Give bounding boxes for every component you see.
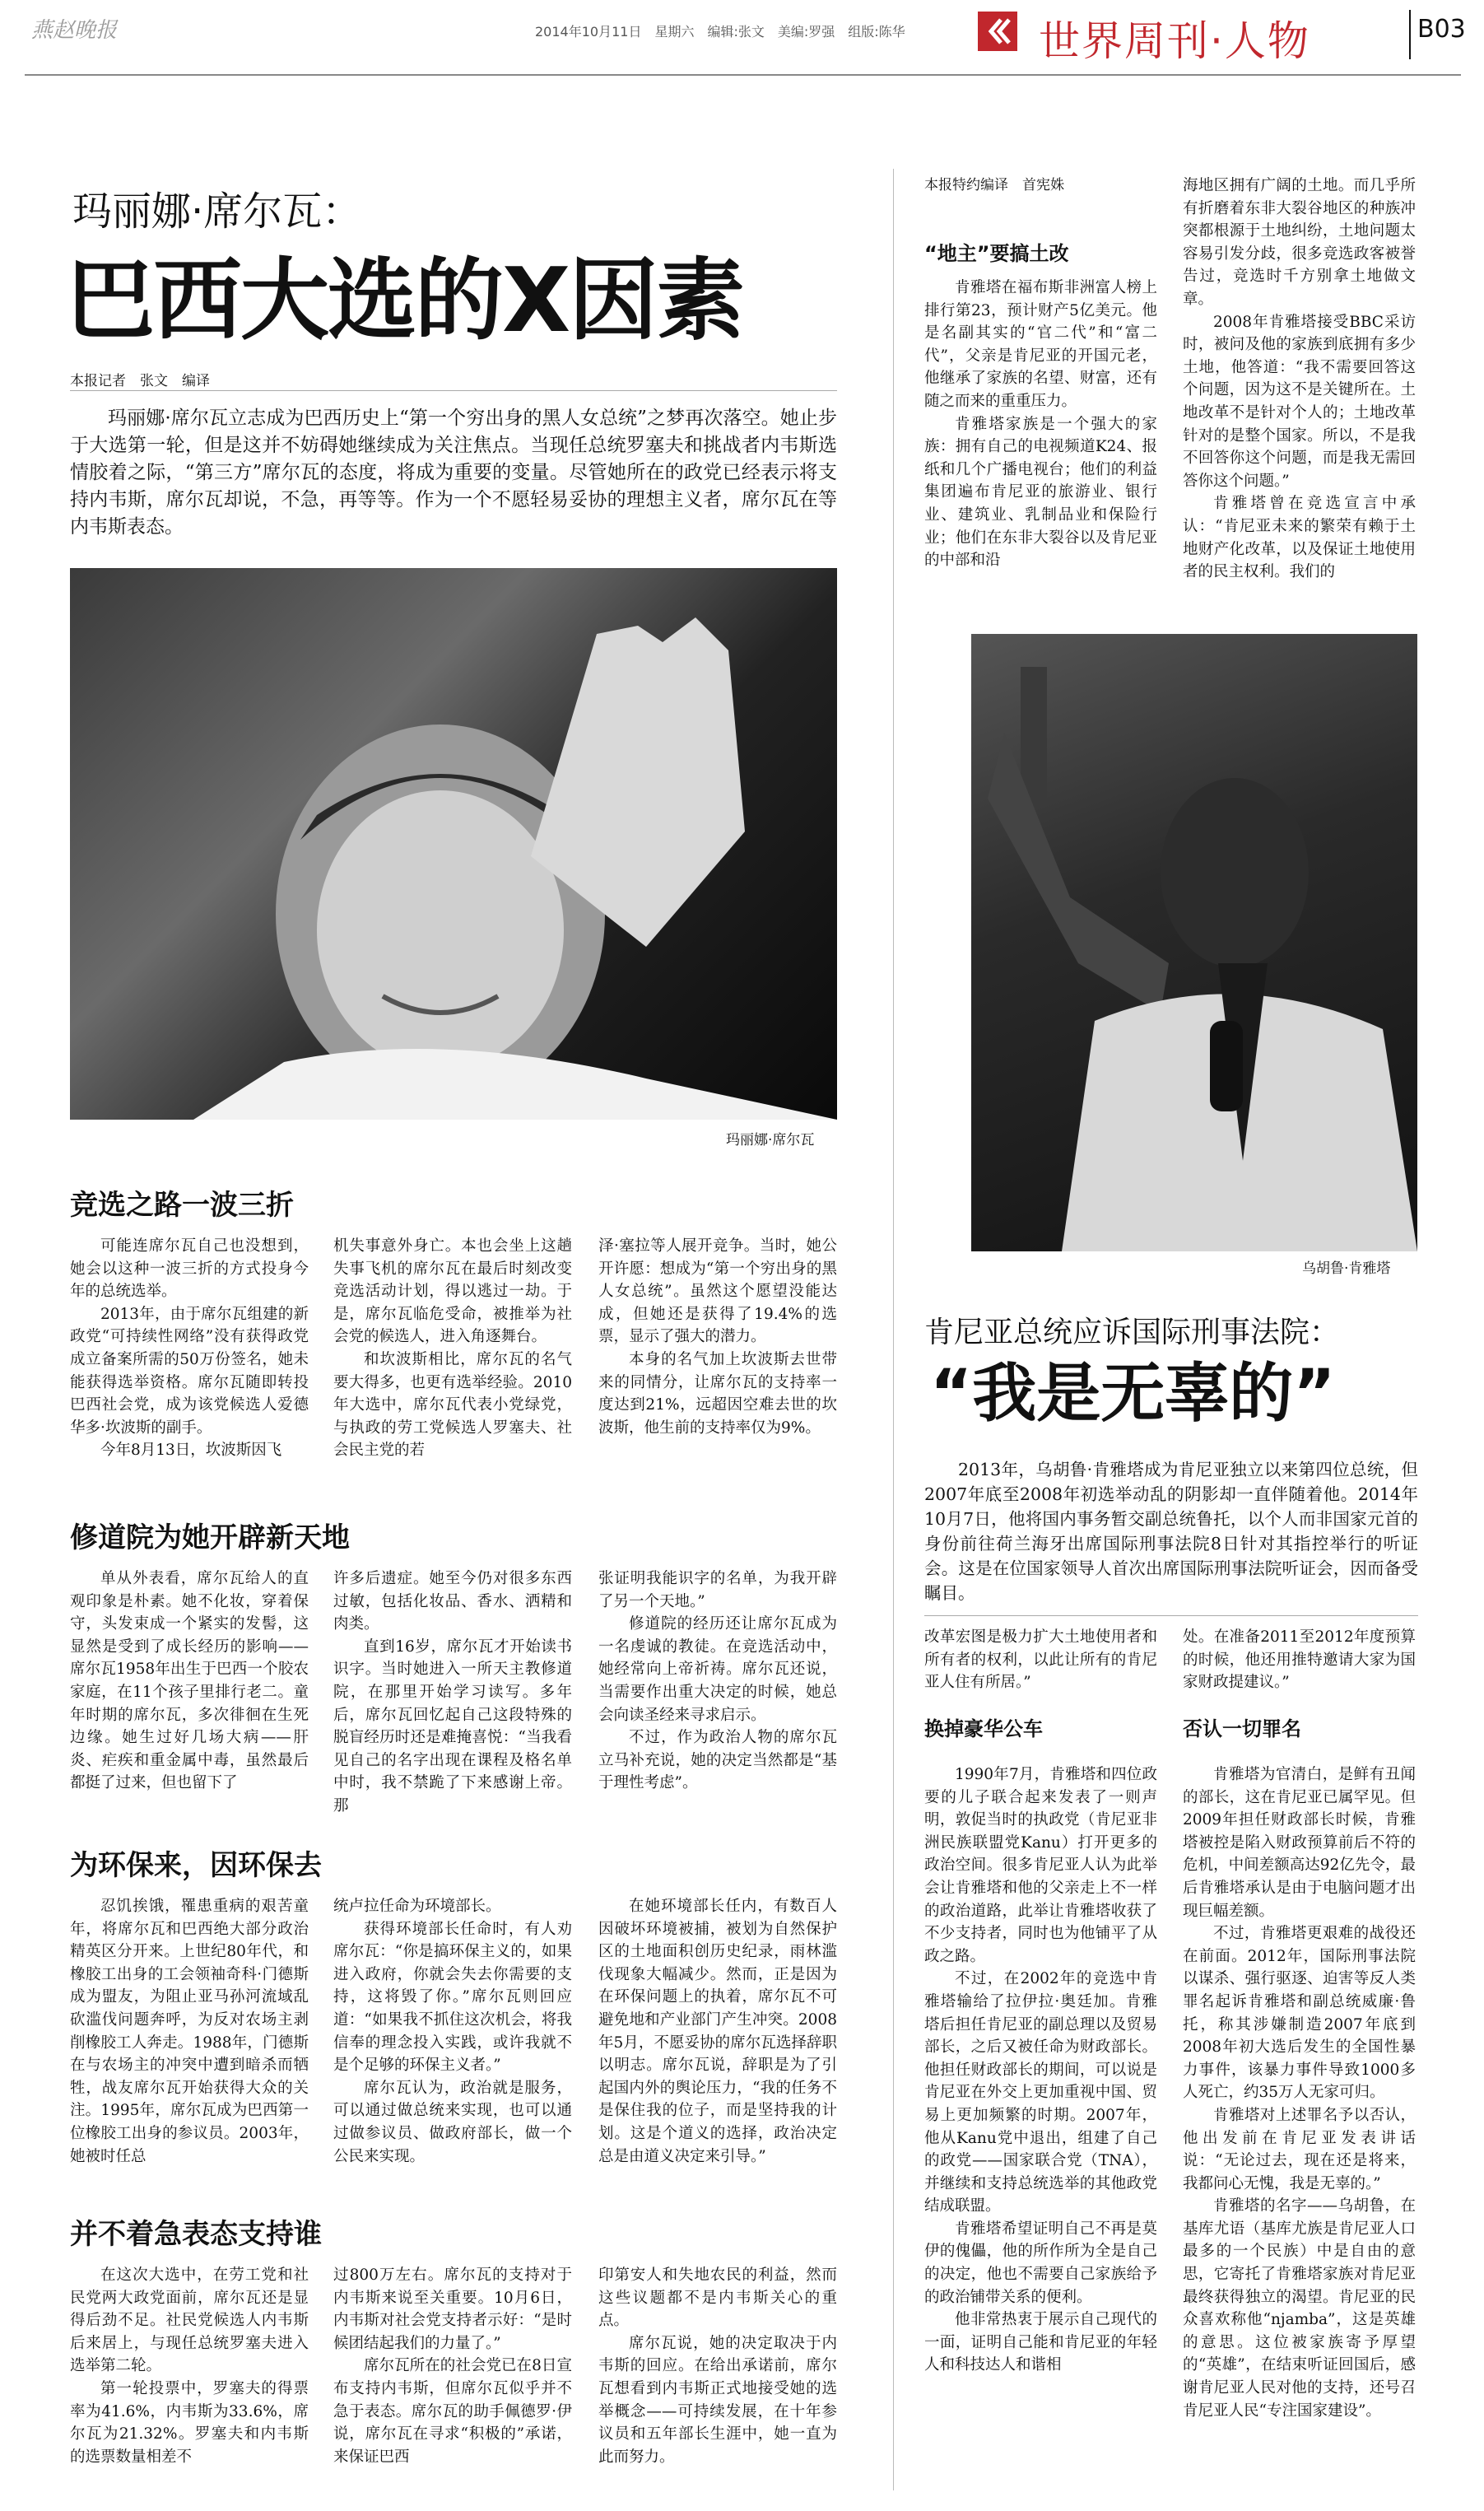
section4-col3: 印第安人和失地农民的利益，然而这些议题都不是内韦斯关心的重点。 席尔瓦说，她的决定取决于内韦斯的回应。在给出承诺前，席尔瓦想看到内韦斯正式地接受她的选举概念——可持续发展，在十年参议员和五年部长生涯中，她一直为此而努力。 — [598, 2266, 837, 2466]
byline-rule — [70, 390, 837, 391]
marina-photo-caption: 玛丽娜·席尔瓦 — [726, 1132, 815, 1148]
section2-col2: 许多后遗症。她至今仍对很多东西过敏，包括化妆品、香水、洒精和肉类。 直到16岁，席尔瓦才开始读书识字。当时她进入一所天主教修道院，在那里开始学习读写。多年后，席尔瓦回忆起自己这段特殊的脱盲经历时还是难掩喜悦：“当我看见自己的名字出现在课程及格名单中时，我不禁跪了下来感谢上帝。那 — [333, 1570, 572, 1815]
section4-col1: 在这次大选中，在劳工党和社民党两大政党面前，席尔瓦还是显得后劲不足。社民党候选人内韦斯后来居上，与现任总统罗塞夫进入选举第二轮。 第一轮投票中，罗塞夫的得票率为41.6%，内韦斯为33.6%，席尔瓦为21.32%。罗塞夫和内韦斯的选票数量相差不 — [70, 2266, 309, 2466]
page-number: B03 — [1417, 15, 1466, 44]
kenyatta-photo-caption: 乌胡鲁·肯雅塔 — [1302, 1260, 1391, 1277]
issue-meta: 2014年10月11日 星期六 编辑:张文 美编:罗强 组版:陈华 — [535, 24, 905, 40]
article-lead: 玛丽娜·席尔瓦立志成为巴西历史上“第一个穷出身的黑人女总统”之梦再次落空。她止步于大选第一轮，但是这并不妨碍她继续成为关注焦点。当现任总统罗塞夫和挑战者内韦斯选情胶着之际，“第三方”席尔瓦的态度，将成为重要的变量。尽管她所在的政党已经表示将支持内韦斯，席尔瓦却说，不急，再等等。作为一个不愿轻易妥协的理想主义者，席尔瓦在等内韦斯表态。 — [70, 408, 837, 538]
marina-silva-photo — [70, 568, 837, 1120]
section-title-land: “地主”要搞土改 — [924, 242, 1069, 265]
uhuru-kenyatta-photo — [971, 634, 1417, 1251]
section-title-car: 换掉豪华公车 — [924, 1717, 1043, 1740]
right-kicker: 肯尼亚总统应诉国际刑事法院： — [924, 1316, 1340, 1349]
section2-col1: 单从外表看，席尔瓦给人的直观印象是朴素。她不化妆，穿着保守，头发束成一个紧实的发髻，这显然是受到了成长经历的影响——席尔瓦1958年出生于巴西一个胶农家庭，在11个孩子里排行老二。童年时期的席尔瓦，多次徘徊在生死边缘。她生过好几场大病——肝炎、疟疾和重金属中毒，虽然最后都挺了过来，但也留下了 — [70, 1570, 309, 1792]
masthead: 燕赵晚报 — [31, 18, 118, 43]
section-title-campaign: 竞选之路一波三折 — [70, 1189, 294, 1222]
right-col2-lead-in: 处。在准备2011至2012年度预算的时候，他还用推特邀请大家为国家财政提建议。” — [1183, 1628, 1416, 1692]
right-lead-rule — [924, 1615, 1418, 1616]
right-bottom-col1: 1990年7月，肯雅塔和四位政要的儿子联合起来发表了一则声明，敦促当时的执政党（肯尼亚非洲民族联盟党Kanu）打开更多的政治空间。很多肯尼亚人认为此举会让肯雅塔和他的父亲走上不一样的政治道路，此举让肯雅塔收获了不少支持者，同时也为他铺平了从政之路。 不过，在2002年的竞选中肯雅塔输给了拉伊拉·奥廷加。肯雅塔后担任肯尼亚的副总理以及贸易部长，之后又被任命为财政部长。他担任财政部长的期间，可以说是肯尼亚在外交上更加重视中国、贸易上更加频繁的时期。2007年，他从Kanu党中退出，组建了自己的政党——国家联合党（TNA），并继续和支持总统选举的其他政党结成联盟。 肯雅塔希望证明自己不再是莫伊的傀儡，他的所作所为全是自己的决定，他也不需要自己家族给予的政治铺带关系的便利。 他非常热衷于展示自己现代的一面，证明自己能和肯尼亚的年轻人和科技达人和谐相 — [924, 1766, 1157, 2374]
section1-col3: 泽·塞拉等人展开竞争。当时，她公开许愿：想成为“第一个穷出身的黑人女总统”。虽然这个愿望没能达成，但她还是获得了19.4%的选票，显示了强大的潜力。 本身的名气加上坎波斯去世带来的同情分，让席尔瓦的支持率一度达到21%，远超因空难去世的坎波斯，他生前的支持率仅为9%。 — [598, 1237, 837, 1437]
section4-col2: 过800万左右。席尔瓦的支持对于内韦斯来说至关重要。10月6日，内韦斯对社会党支持者示好：“是时候团结起我们的力量了。” 席尔瓦所在的社会党已在8日宣布支持内韦斯，但席尔瓦似乎并不急于表态。席尔瓦的助手佩德罗·伊说，席尔瓦在寻求“积极的”承诺，来保证巴西 — [333, 2266, 572, 2466]
article-divider — [893, 169, 894, 2490]
right-lead: 2013年，乌胡鲁·肯雅塔成为肯尼亚独立以来第四位总统，但2007年底至2008年初选举动乱的阴影却一直伴随着他。2014年10月7日，他将国内事务暂交副总统鲁托，以个人而非国家元首的身份前往荷兰海牙出席国际刑事法院8日针对其指控举行的听证会。这是在位国家领导人首次出席国际刑事法院听证会，因而备受瞩目。 — [924, 1460, 1418, 1603]
header-rule — [25, 74, 1461, 76]
article-byline: 本报记者 张文 编译 — [70, 373, 210, 389]
section1-col1: 可能连席尔瓦自己也没想到，她会以这种一波三折的方式投身今年的总统选举。 2013年，由于席尔瓦组建的新政党“可持续性网络”没有获得政党成立备案所需的50万份签名，她未能获得选举资格。席尔瓦随即转投巴西社会党，成为该党候选人爱德华多·坎波斯的副手。 今年8月13日，坎波斯因飞 — [70, 1237, 309, 1460]
right-col1-lead-in: 改革宏图是极力扩大土地使用者和所有者的权利，以此让所有的肯尼亚人住有所居。” — [924, 1628, 1157, 1692]
section2-col3: 张证明我能识字的名单，为我开辟了另一个天地。” 修道院的经历还让席尔瓦成为一名虔诚的教徒。在竞选活动中，她经常向上帝祈祷。席尔瓦还说，当需要作出重大决定的时候，她总会向读圣经来寻求启示。 不过，作为政治人物的席尔瓦立马补充说，她的决定当然都是“基于理性考虑”。 — [598, 1570, 837, 1792]
section1-col2: 机失事意外身亡。本也会坐上这趟失事飞机的席尔瓦在最后时刻改变竞选活动计划，得以逃过一劫。于是，席尔瓦临危受命，被推举为社会党的候选人，进入角逐舞台。 和坎波斯相比，席尔瓦的名气要大得多，也更有选举经验。2010年大选中，席尔瓦代表小党绿党，与执政的劳工党候选人罗塞夫、社会民主党的若 — [333, 1237, 572, 1460]
right-top-col1: 肯雅塔在福布斯非洲富人榜上排行第23，预计财产5亿美元。他是名副其实的“官二代”和“富二代”，父亲是肯尼亚的开国元老，他继承了家族的名望、财富，还有随之而来的重重压力。 肯雅塔家族是一个强大的家族：拥有自己的电视频道K24、报纸和几个广播电视台；他们的利益集团遍布肯尼亚的旅游业、银行业、建筑业、乳制品业和保险行业；他们在东非大裂谷以及肯尼亚的中部和沿 — [924, 279, 1157, 570]
right-headline: “我是无辜的” — [930, 1357, 1336, 1431]
section3-col3: 在她环境部长任内，有数百人因破坏环境被捕，被划为自然保护区的土地面积创历史纪录，雨林滥伐现象大幅减少。然而，正是因为在环保问题上的执着，席尔瓦不可避免地和产业部门产生冲突。2008年5月，不愿妥协的席尔瓦选择辞职以明志。席尔瓦说，辞职是为了引起国内外的舆论压力，“我的任务不是保住我的位子，而是坚持我的计划。这是个道义的选择，政治决定总是由道义决定来引导。” — [598, 1898, 837, 2165]
section-title-environment: 为环保来，因环保去 — [70, 1849, 322, 1882]
section-title-endorsement: 并不着急表态支持谁 — [70, 2218, 322, 2251]
section-title: 世界周刊·人物 — [1039, 17, 1310, 65]
section-logo-icon — [978, 12, 1017, 51]
section3-col1: 忍饥挨饿，罹患重病的艰苦童年，将席尔瓦和巴西绝大部分政治精英区分开来。上世纪80年代，和橡胶工出身的工会领袖奇科·门德斯成为盟友，为阻止亚马孙河流域乱砍滥伐问题奔呼，为反对农场主剥削橡胶工人奔走。1988年，门德斯在与农场主的冲突中遭到暗杀而牺牲，战友席尔瓦开始获得大众的关注。1995年，席尔瓦成为巴西第一位橡胶工出身的参议员。2003年，她被时任总 — [70, 1898, 309, 2165]
section3-col2: 统卢拉任命为环境部长。 获得环境部长任命时，有人劝席尔瓦：“你是搞环保主义的，如果进入政府，你就会失去你需要的支持，这将毁了你。”席尔瓦则回应道：“如果我不抓住这次机会，将我信奉的理念投入实践，或许我就不是个足够的环保主义者。” 席尔瓦认为，政治就是服务，可以通过做总统来实现，也可以通过做参议员、做政府部长，做一个公民来实现。 — [333, 1898, 572, 2165]
section-title-convent: 修道院为她开辟新天地 — [70, 1521, 350, 1554]
right-byline: 本报特约编译 首宪姝 — [924, 177, 1064, 193]
header-divider-vertical — [1409, 10, 1411, 59]
article-headline: 巴西大选的X因素 — [66, 249, 744, 352]
section-title-deny: 否认一切罪名 — [1183, 1717, 1301, 1740]
right-bottom-col2: 肯雅塔为官清白，是鲜有丑闻的部长，这在肯尼亚已属罕见。但2009年担任财政部长时候，肯雅塔被控是陷入财政预算前后不符的危机，中间差额高达92亿先令，最后肯雅塔承认是由于电脑问题才出现巨幅差额。 不过，肯雅塔更艰难的战役还在前面。2012年，国际刑事法院以谋杀、强行驱逐、迫害等反人类罪名起诉肯雅塔和副总统威廉·鲁托，称其涉嫌制造2007年底到2008年初大选后发生的全国性暴力事件，该暴力事件导致1000多人死亡，约35万人无家可归。 肯雅塔对上述罪名予以否认，他出发前在肯尼亚发表讲话说：“无论过去，现在还是将来，我都问心无愧，我是无辜的。” 肯雅塔的名字——乌胡鲁，在基库尤语（基库尤族是肯尼亚人口最多的一个民族）中是自由的意思，它寄托了肯雅塔家族对肯尼亚最终获得独立的渴望。肯尼亚的民众喜欢称他“njamba”，这是英雄的意思。这位被家族寄予厚望的“英雄”，在结束听证回国后，感谢肯尼亚人民对他的支持，还号召肯尼亚人民“专注国家建设”。 — [1183, 1766, 1416, 2420]
right-top-col2: 海地区拥有广阔的土地。而几乎所有折磨着东非大裂谷地区的种族冲突都根源于土地纠纷，土地问题太容易引发分歧，很多竞选政客被誉告过，竞选时千方别拿土地做文章。 2008年肯雅塔接受BBC采访时，被问及他的家族到底拥有多少土地，他答道：“我不需要回答这个问题，因为这不是关键所在。土地改革不是针对个人的；土地改革针对的是整个国家。所以，不是我不回答你这个问题，而是我无需回答你这个问题。” 肯雅塔曾在竞选宣言中承认：“肯尼亚未来的繁荣有赖于土地财产化改革，以及保证土地使用者的民主权利。我们的 — [1183, 177, 1416, 581]
article-kicker: 玛丽娜·席尔瓦： — [72, 189, 362, 235]
